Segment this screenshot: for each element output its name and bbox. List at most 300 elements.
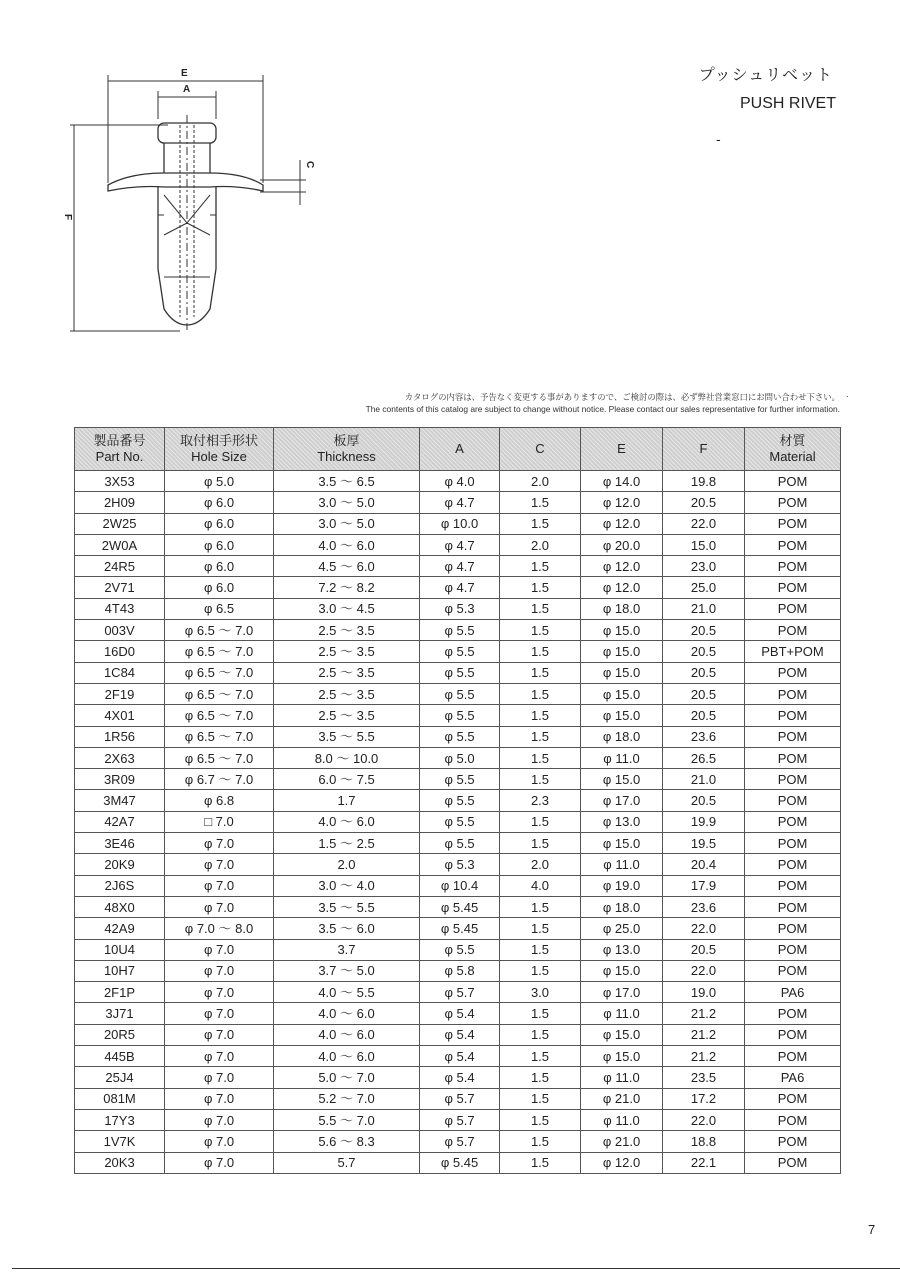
table-cell: φ 5.5: [420, 769, 500, 790]
table-row: [75, 683, 841, 704]
table-cell: φ 7.0: [165, 939, 274, 960]
table-cell: POM: [745, 790, 841, 811]
table-cell: φ 6.0: [165, 513, 274, 534]
table-cell: 2W0A: [75, 534, 165, 555]
table-cell: 1.5: [500, 811, 581, 832]
table-cell: φ 12.0: [581, 577, 663, 598]
table-cell: φ 4.0: [420, 471, 500, 492]
table-cell: 1.5: [500, 918, 581, 939]
table-cell: POM: [745, 854, 841, 875]
table-cell: 3.7: [274, 939, 420, 960]
table-cell: φ 7.0: [165, 875, 274, 896]
table-cell: φ 7.0 ～ 8.0: [165, 918, 274, 939]
table-cell: 1C84: [75, 662, 165, 683]
table-cell: 1.5: [500, 960, 581, 981]
table-cell: 23.6: [663, 896, 745, 917]
table-cell: PA6: [745, 1067, 841, 1088]
table-cell: POM: [745, 875, 841, 896]
table-cell: 3.7 ～ 5.0: [274, 960, 420, 981]
table-cell: 6.0 ～ 7.5: [274, 769, 420, 790]
table-row: [75, 854, 841, 875]
table-cell: φ 10.0: [420, 513, 500, 534]
table-cell: 4.5 ～ 6.0: [274, 556, 420, 577]
table-cell: 081M: [75, 1088, 165, 1109]
table-cell: φ 5.0: [420, 747, 500, 768]
table-cell: φ 11.0: [581, 1109, 663, 1130]
table-cell: φ 5.5: [420, 641, 500, 662]
table-row: [75, 1024, 841, 1045]
table-cell: POM: [745, 833, 841, 854]
table-cell: 20.5: [663, 662, 745, 683]
table-cell: φ 7.0: [165, 1088, 274, 1109]
table-cell: φ 21.0: [581, 1131, 663, 1152]
table-row: [75, 1003, 841, 1024]
table-cell: 4.0 ～ 5.5: [274, 982, 420, 1003]
table-cell: 2F1P: [75, 982, 165, 1003]
table-cell: 2.0: [500, 854, 581, 875]
table-row: [75, 556, 841, 577]
table-cell: POM: [745, 513, 841, 534]
table-cell: 2.0: [500, 471, 581, 492]
table-cell: 1R56: [75, 726, 165, 747]
table-cell: φ 5.5: [420, 662, 500, 683]
table-cell: φ 4.7: [420, 492, 500, 513]
table-cell: φ 6.5 ～ 7.0: [165, 747, 274, 768]
table-cell: φ 7.0: [165, 1067, 274, 1088]
table-row: [75, 896, 841, 917]
spec-table-header: [75, 428, 841, 471]
table-cell: 21.2: [663, 1046, 745, 1067]
table-cell: 2J6S: [75, 875, 165, 896]
table-cell: POM: [745, 1152, 841, 1173]
column-header-en: E: [617, 441, 626, 456]
table-cell: φ 15.0: [581, 1024, 663, 1045]
title-mark: -: [716, 133, 721, 148]
table-cell: POM: [745, 1024, 841, 1045]
table-cell: φ 5.4: [420, 1067, 500, 1088]
table-cell: 1.5: [500, 747, 581, 768]
push-rivet-diagram: [60, 55, 320, 345]
table-row: [75, 918, 841, 939]
table-cell: 1.5: [500, 513, 581, 534]
table-cell: 17.9: [663, 875, 745, 896]
table-row: [75, 939, 841, 960]
table-row: [75, 471, 841, 492]
table-cell: 3.5 ～ 5.5: [274, 726, 420, 747]
label-e: E: [181, 68, 188, 79]
column-header: [663, 428, 745, 471]
table-cell: 2.5 ～ 3.5: [274, 683, 420, 704]
title-english: PUSH RIVET: [739, 95, 836, 112]
table-cell: 20K3: [75, 1152, 165, 1173]
table-cell: φ 6.0: [165, 534, 274, 555]
table-cell: 19.8: [663, 471, 745, 492]
column-header-en: Thickness: [317, 449, 376, 464]
table-cell: φ 11.0: [581, 747, 663, 768]
table-cell: φ 11.0: [581, 1003, 663, 1024]
table-cell: 445B: [75, 1046, 165, 1067]
table-cell: φ 21.0: [581, 1088, 663, 1109]
table-cell: φ 7.0: [165, 1131, 274, 1152]
table-cell: 2.0: [274, 854, 420, 875]
table-cell: φ 7.0: [165, 1046, 274, 1067]
table-cell: 3E46: [75, 833, 165, 854]
table-cell: φ 10.4: [420, 875, 500, 896]
table-cell: 2H09: [75, 492, 165, 513]
table-row: [75, 811, 841, 832]
column-header-jp: 材質: [779, 433, 806, 448]
table-cell: φ 5.4: [420, 1046, 500, 1067]
table-cell: POM: [745, 705, 841, 726]
table-cell: POM: [745, 1003, 841, 1024]
table-cell: φ 7.0: [165, 1152, 274, 1173]
table-cell: φ 18.0: [581, 896, 663, 917]
column-header: [165, 428, 274, 471]
table-cell: φ 18.0: [581, 598, 663, 619]
table-cell: 42A9: [75, 918, 165, 939]
table-cell: 20.5: [663, 620, 745, 641]
table-cell: 20.5: [663, 641, 745, 662]
table-cell: φ 25.0: [581, 918, 663, 939]
notice-english: The contents of this catalog are subject to change without notice. Please contact our sales representative for further information.: [365, 404, 840, 414]
table-cell: 2.5 ～ 3.5: [274, 705, 420, 726]
table-cell: 3.0: [500, 982, 581, 1003]
table-cell: POM: [745, 1046, 841, 1067]
table-cell: 4.0 ～ 6.0: [274, 1003, 420, 1024]
table-cell: 4.0 ～ 6.0: [274, 811, 420, 832]
table-cell: PA6: [745, 982, 841, 1003]
table-cell: 2.5 ～ 3.5: [274, 641, 420, 662]
table-cell: 1.5: [500, 598, 581, 619]
table-cell: 1.5 ～ 2.5: [274, 833, 420, 854]
table-cell: φ 5.45: [420, 1152, 500, 1173]
table-cell: φ 5.7: [420, 1109, 500, 1130]
table-cell: 22.0: [663, 1109, 745, 1130]
table-cell: 3.5 ～ 6.5: [274, 471, 420, 492]
table-row: [75, 960, 841, 981]
table-cell: POM: [745, 896, 841, 917]
table-cell: 5.7: [274, 1152, 420, 1173]
table-cell: 5.0 ～ 7.0: [274, 1067, 420, 1088]
table-cell: φ 4.7: [420, 577, 500, 598]
table-cell: POM: [745, 960, 841, 981]
table-cell: 1.5: [500, 1024, 581, 1045]
table-cell: φ 12.0: [581, 492, 663, 513]
table-row: [75, 1088, 841, 1109]
table-cell: 5.6 ～ 8.3: [274, 1131, 420, 1152]
table-cell: 2W25: [75, 513, 165, 534]
table-cell: φ 15.0: [581, 833, 663, 854]
table-cell: 10H7: [75, 960, 165, 981]
table-cell: 2.5 ～ 3.5: [274, 620, 420, 641]
table-cell: 2X63: [75, 747, 165, 768]
table-row: [75, 769, 841, 790]
table-cell: POM: [745, 811, 841, 832]
table-cell: 1.5: [500, 492, 581, 513]
table-row: [75, 726, 841, 747]
table-cell: φ 17.0: [581, 982, 663, 1003]
column-header: [745, 428, 841, 471]
table-cell: φ 7.0: [165, 1024, 274, 1045]
table-cell: 1.5: [500, 641, 581, 662]
label-a: A: [183, 84, 191, 95]
table-cell: POM: [745, 492, 841, 513]
table-cell: φ 5.5: [420, 833, 500, 854]
table-cell: 22.1: [663, 1152, 745, 1173]
table-cell: 1.5: [500, 939, 581, 960]
notice-mark: .: [846, 390, 849, 399]
table-cell: 1.5: [500, 1152, 581, 1173]
table-cell: φ 7.0: [165, 982, 274, 1003]
table-cell: 8.0 ～ 10.0: [274, 747, 420, 768]
table-cell: 4X01: [75, 705, 165, 726]
table-cell: φ 15.0: [581, 705, 663, 726]
notice-japanese: カタログの内容は、予告なく変更する事がありますので、ご検討の際は、必ず弊社営業窓口にお問い合わせ下さい。: [404, 392, 840, 402]
table-cell: φ 5.45: [420, 918, 500, 939]
table-cell: PBT+POM: [745, 641, 841, 662]
table-cell: φ 18.0: [581, 726, 663, 747]
table-cell: 17Y3: [75, 1109, 165, 1130]
spec-table: [74, 427, 841, 1174]
table-cell: φ 13.0: [581, 811, 663, 832]
header-row: [75, 428, 841, 471]
table-cell: φ 5.5: [420, 790, 500, 811]
table-cell: 2F19: [75, 683, 165, 704]
table-cell: POM: [745, 1109, 841, 1130]
table-cell: φ 6.5 ～ 7.0: [165, 705, 274, 726]
table-cell: 26.5: [663, 747, 745, 768]
table-cell: 3.0 ～ 4.5: [274, 598, 420, 619]
table-cell: φ 4.7: [420, 534, 500, 555]
table-cell: 3R09: [75, 769, 165, 790]
table-row: [75, 662, 841, 683]
table-cell: 4T43: [75, 598, 165, 619]
table-cell: 1.5: [500, 705, 581, 726]
table-cell: φ 12.0: [581, 1152, 663, 1173]
table-cell: POM: [745, 747, 841, 768]
table-cell: POM: [745, 556, 841, 577]
table-cell: φ 11.0: [581, 854, 663, 875]
table-cell: φ 5.5: [420, 726, 500, 747]
table-cell: φ 6.5 ～ 7.0: [165, 662, 274, 683]
column-header-en: A: [455, 441, 464, 456]
table-row: [75, 875, 841, 896]
table-cell: 4.0 ～ 6.0: [274, 534, 420, 555]
title-japanese: プッシュリベット: [698, 65, 833, 84]
table-cell: 2.0: [500, 534, 581, 555]
table-cell: 4.0 ～ 6.0: [274, 1024, 420, 1045]
table-cell: φ 15.0: [581, 662, 663, 683]
column-header: [274, 428, 420, 471]
table-cell: φ 5.4: [420, 1003, 500, 1024]
table-cell: 18.8: [663, 1131, 745, 1152]
table-cell: 1.5: [500, 833, 581, 854]
table-cell: 21.2: [663, 1003, 745, 1024]
column-header-jp: 製品番号: [93, 433, 146, 448]
table-cell: 1.5: [500, 620, 581, 641]
label-c: C: [304, 161, 315, 169]
table-cell: φ 5.45: [420, 896, 500, 917]
table-cell: φ 20.0: [581, 534, 663, 555]
table-cell: φ 5.4: [420, 1024, 500, 1045]
table-cell: 1.5: [500, 1067, 581, 1088]
table-cell: 20.4: [663, 854, 745, 875]
table-cell: φ 6.7 ～ 7.0: [165, 769, 274, 790]
table-cell: 24R5: [75, 556, 165, 577]
column-header-jp: 取付相手形状: [179, 433, 258, 448]
table-cell: 1.5: [500, 1109, 581, 1130]
table-cell: 3.0 ～ 5.0: [274, 513, 420, 534]
column-header-en: C: [535, 441, 545, 456]
table-cell: φ 6.5 ～ 7.0: [165, 641, 274, 662]
table-cell: 22.0: [663, 918, 745, 939]
table-cell: φ 17.0: [581, 790, 663, 811]
table-cell: □ 7.0: [165, 811, 274, 832]
table-cell: 3.0 ～ 5.0: [274, 492, 420, 513]
table-row: [75, 641, 841, 662]
table-cell: φ 5.5: [420, 811, 500, 832]
table-cell: 1.5: [500, 683, 581, 704]
table-cell: 20R5: [75, 1024, 165, 1045]
table-cell: POM: [745, 1131, 841, 1152]
table-cell: φ 5.3: [420, 598, 500, 619]
table-cell: φ 6.0: [165, 556, 274, 577]
table-row: [75, 1109, 841, 1130]
table-cell: φ 6.0: [165, 577, 274, 598]
table-cell: POM: [745, 620, 841, 641]
table-cell: 003V: [75, 620, 165, 641]
table-cell: 7.2 ～ 8.2: [274, 577, 420, 598]
table-cell: φ 5.7: [420, 1131, 500, 1152]
table-cell: φ 7.0: [165, 833, 274, 854]
table-cell: φ 5.7: [420, 1088, 500, 1109]
table-cell: 20.5: [663, 492, 745, 513]
table-cell: φ 15.0: [581, 683, 663, 704]
table-cell: 20.5: [663, 939, 745, 960]
table-cell: 1.5: [500, 769, 581, 790]
table-cell: φ 15.0: [581, 960, 663, 981]
table-cell: 1.5: [500, 556, 581, 577]
table-cell: φ 5.8: [420, 960, 500, 981]
rivet-drawing: [60, 55, 320, 345]
table-cell: φ 6.0: [165, 492, 274, 513]
table-cell: φ 13.0: [581, 939, 663, 960]
table-cell: 42A7: [75, 811, 165, 832]
table-cell: 3.5 ～ 5.5: [274, 896, 420, 917]
table-cell: φ 19.0: [581, 875, 663, 896]
table-cell: 1.5: [500, 1131, 581, 1152]
table-cell: 25.0: [663, 577, 745, 598]
table-row: [75, 1152, 841, 1173]
catalog-notice: [366, 391, 840, 415]
table-cell: POM: [745, 471, 841, 492]
table-cell: 21.2: [663, 1024, 745, 1045]
table-cell: 3X53: [75, 471, 165, 492]
table-cell: 20.5: [663, 790, 745, 811]
table-row: [75, 620, 841, 641]
table-cell: φ 5.0: [165, 471, 274, 492]
table-cell: φ 6.8: [165, 790, 274, 811]
table-cell: φ 12.0: [581, 556, 663, 577]
table-cell: φ 11.0: [581, 1067, 663, 1088]
table-cell: 2V71: [75, 577, 165, 598]
table-cell: φ 14.0: [581, 471, 663, 492]
table-cell: φ 5.5: [420, 620, 500, 641]
column-header-en: Hole Size: [191, 449, 247, 464]
table-cell: φ 5.5: [420, 939, 500, 960]
table-cell: φ 15.0: [581, 641, 663, 662]
table-cell: φ 7.0: [165, 1003, 274, 1024]
table-cell: 4.0: [500, 875, 581, 896]
table-row: [75, 1067, 841, 1088]
table-cell: 20K9: [75, 854, 165, 875]
table-row: [75, 513, 841, 534]
table-row: [75, 705, 841, 726]
column-header: [75, 428, 165, 471]
table-cell: φ 12.0: [581, 513, 663, 534]
table-cell: 1.5: [500, 726, 581, 747]
table-cell: 17.2: [663, 1088, 745, 1109]
table-cell: φ 6.5 ～ 7.0: [165, 683, 274, 704]
table-cell: φ 15.0: [581, 769, 663, 790]
table-cell: 1V7K: [75, 1131, 165, 1152]
column-header: [500, 428, 581, 471]
table-row: [75, 534, 841, 555]
column-header-en: F: [699, 441, 708, 456]
table-cell: 3J71: [75, 1003, 165, 1024]
table-cell: φ 5.5: [420, 683, 500, 704]
table-cell: 21.0: [663, 769, 745, 790]
table-cell: 19.9: [663, 811, 745, 832]
table-cell: 1.5: [500, 1003, 581, 1024]
column-header-en: Part No.: [95, 449, 144, 464]
table-cell: 1.5: [500, 662, 581, 683]
table-row: [75, 492, 841, 513]
table-cell: POM: [745, 939, 841, 960]
table-cell: 16D0: [75, 641, 165, 662]
table-cell: 20.5: [663, 705, 745, 726]
table-cell: 10U4: [75, 939, 165, 960]
table-cell: POM: [745, 598, 841, 619]
table-row: [75, 982, 841, 1003]
table-cell: 15.0: [663, 534, 745, 555]
table-cell: 2.5 ～ 3.5: [274, 662, 420, 683]
table-cell: 3.5 ～ 6.0: [274, 918, 420, 939]
table-cell: POM: [745, 534, 841, 555]
table-cell: 3.0 ～ 4.0: [274, 875, 420, 896]
table-cell: 4.0 ～ 6.0: [274, 1046, 420, 1067]
table-cell: 5.2 ～ 7.0: [274, 1088, 420, 1109]
table-cell: 22.0: [663, 960, 745, 981]
page-number: 7: [868, 1222, 876, 1237]
table-cell: 23.6: [663, 726, 745, 747]
table-cell: 19.0: [663, 982, 745, 1003]
table-row: [75, 1131, 841, 1152]
label-f: F: [62, 214, 73, 221]
table-cell: φ 7.0: [165, 1109, 274, 1130]
table-cell: φ 15.0: [581, 620, 663, 641]
table-cell: φ 7.0: [165, 896, 274, 917]
table-row: [75, 790, 841, 811]
column-header: [420, 428, 500, 471]
table-cell: POM: [745, 662, 841, 683]
bottom-rule: [12, 1268, 900, 1269]
table-cell: 1.5: [500, 1046, 581, 1067]
table-cell: 5.5 ～ 7.0: [274, 1109, 420, 1130]
table-cell: 1.5: [500, 1088, 581, 1109]
column-header-en: Material: [769, 449, 816, 464]
table-cell: POM: [745, 577, 841, 598]
